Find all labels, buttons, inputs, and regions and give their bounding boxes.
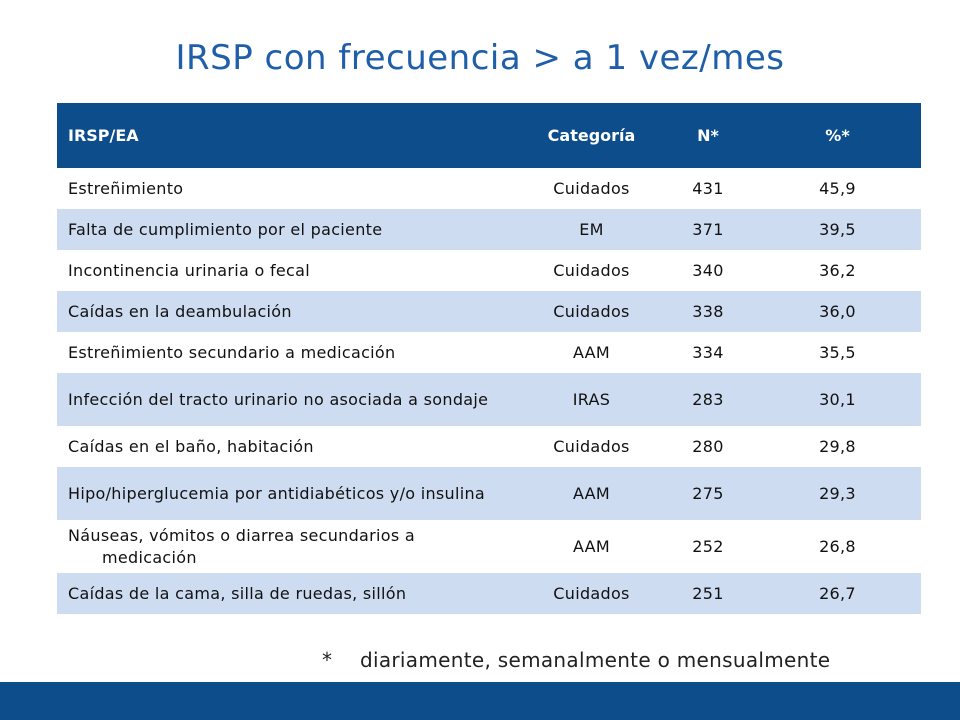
cell-pct: 36,0 <box>754 291 921 332</box>
cell-pct: 36,2 <box>754 250 921 291</box>
cell-pct: 29,8 <box>754 426 921 467</box>
cell-event <box>57 520 521 573</box>
header-categoria: Categoría <box>521 103 662 168</box>
cell-n: 252 <box>662 520 754 573</box>
cell-pct: 26,7 <box>754 573 921 614</box>
cell-pct: 39,5 <box>754 209 921 250</box>
cell-pct: 29,3 <box>754 467 921 520</box>
header-n: N* <box>662 103 754 168</box>
cell-category: AAM <box>521 520 662 573</box>
bottom-bar <box>0 682 960 720</box>
table-row <box>57 467 921 520</box>
cell-n: 275 <box>662 467 754 520</box>
cell-n: 340 <box>662 250 754 291</box>
cell-n: 371 <box>662 209 754 250</box>
cell-pct: 30,1 <box>754 373 921 426</box>
cell-n: 280 <box>662 426 754 467</box>
irsp-table <box>57 103 921 614</box>
cell-event-text: Hipo/hiperglucemia por antidiabéticos y/o insulina <box>68 483 486 503</box>
cell-event: Caídas en el baño, habitación <box>57 426 521 467</box>
table-row <box>57 209 921 250</box>
cell-event: Caídas de la cama, silla de ruedas, sillón <box>57 573 521 614</box>
cell-n: 251 <box>662 573 754 614</box>
table-header-row <box>57 103 921 168</box>
cell-category: Cuidados <box>521 426 662 467</box>
cell-event-text: Infección del tracto urinario no asociada a sondaje <box>68 389 489 409</box>
cell-category: AAM <box>521 467 662 520</box>
table-row <box>57 520 921 573</box>
table-row <box>57 291 921 332</box>
cell-pct: 45,9 <box>754 168 921 209</box>
table-row <box>57 250 921 291</box>
page-title: IRSP con frecuencia > a 1 vez/mes <box>175 38 785 78</box>
table-row <box>57 426 921 467</box>
cell-category: Cuidados <box>521 291 662 332</box>
cell-category: Cuidados <box>521 573 662 614</box>
cell-category: Cuidados <box>521 168 662 209</box>
cell-event <box>57 373 521 426</box>
table-row <box>57 573 921 614</box>
cell-n: 334 <box>662 332 754 373</box>
cell-event: Estreñimiento <box>57 168 521 209</box>
cell-category: AAM <box>521 332 662 373</box>
header-irsp-ea: IRSP/EA <box>57 103 521 168</box>
cell-event: Caídas en la deambulación <box>57 291 521 332</box>
cell-n: 431 <box>662 168 754 209</box>
footnote-text: diariamente, semanalmente o mensualmente <box>360 648 831 672</box>
cell-event: Falta de cumplimiento por el paciente <box>57 209 521 250</box>
cell-pct: 26,8 <box>754 520 921 573</box>
cell-category: Cuidados <box>521 250 662 291</box>
cell-n: 283 <box>662 373 754 426</box>
cell-category: IRAS <box>521 373 662 426</box>
table-row <box>57 168 921 209</box>
footnote <box>322 648 830 672</box>
cell-pct: 35,5 <box>754 332 921 373</box>
cell-event <box>57 467 521 520</box>
cell-category: EM <box>521 209 662 250</box>
table-row <box>57 332 921 373</box>
cell-n: 338 <box>662 291 754 332</box>
cell-event-text: Náuseas, vómitos o diarrea secundarios a medicación <box>68 525 415 567</box>
footnote-marker: * <box>322 648 333 672</box>
table-row <box>57 373 921 426</box>
header-pct: %* <box>754 103 921 168</box>
cell-event: Incontinencia urinaria o fecal <box>57 250 521 291</box>
cell-event: Estreñimiento secundario a medicación <box>57 332 521 373</box>
